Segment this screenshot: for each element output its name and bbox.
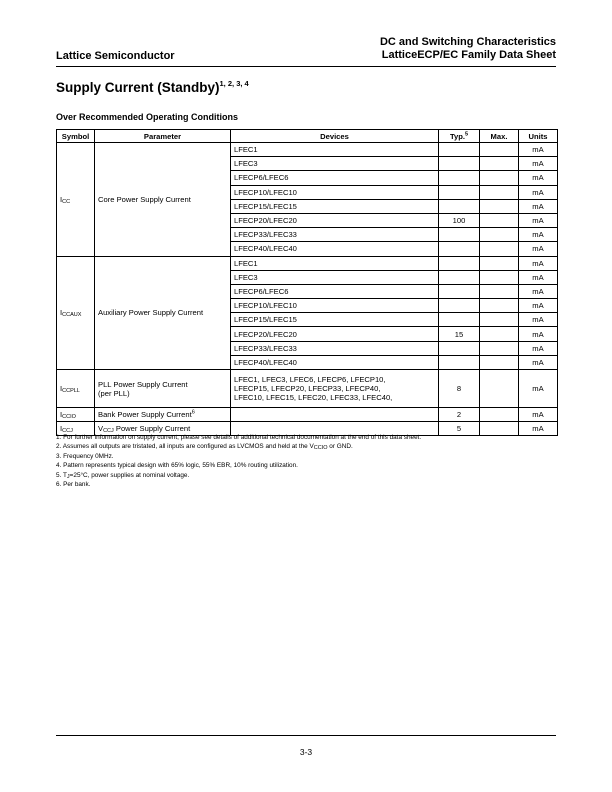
- typ-cell: [439, 284, 480, 298]
- typ-cell: [439, 157, 480, 171]
- footnote-3: 3. Frequency 0MHz.: [56, 452, 114, 460]
- typ-cell: [439, 185, 480, 199]
- typ-cell: [439, 171, 480, 185]
- table-row: [57, 143, 558, 157]
- typ-cell: 15: [439, 327, 480, 341]
- footnote-5: 5. $T_J=25^\circ C$, power supplies at nominal voltage.: [56, 471, 190, 480]
- units-cell: mA: [519, 284, 558, 298]
- devices-cell: LFEC1: [231, 256, 439, 270]
- footnote-4: 4. Pattern represents typical design with 65% logic, 55% EBR, 10% routing utilization.: [56, 462, 298, 470]
- devices-cell: LFEC1, LFEC3, LFEC6, LFECP6, LFECP10, LFECP15, LFECP20, LFECP33, LFECP40, LFEC10, LFEC15, LFEC20, LFEC33, LFEC40,: [231, 370, 439, 408]
- header-symbol: Symbol: [57, 130, 95, 143]
- units-cell: mA: [519, 327, 558, 341]
- max-cell: [480, 242, 519, 256]
- max-cell: [480, 157, 519, 171]
- units-cell: mA: [519, 256, 558, 270]
- units-cell: mA: [519, 157, 558, 171]
- running-header: [380, 36, 556, 62]
- typ-cell: [439, 256, 480, 270]
- symbol-cell: $I_{CCPLL}$: [57, 370, 95, 408]
- max-cell: [480, 256, 519, 270]
- parameter-cell: PLL Power Supply Current (per PLL): [95, 370, 231, 408]
- table-row: [57, 256, 558, 270]
- footnote-1: 1. For further information on supply current, please see details of additional technical documentation at the end of this data sheet.: [56, 434, 422, 441]
- typ-cell: [439, 313, 480, 327]
- typ-cell: 2: [439, 408, 480, 422]
- units-cell: mA: [519, 228, 558, 242]
- devices-cell: LFECP6/LFEC6: [231, 284, 439, 298]
- units-cell: mA: [519, 270, 558, 284]
- header-typ: Typ.$^5$: [439, 130, 480, 143]
- max-cell: [480, 370, 519, 408]
- units-cell: mA: [519, 299, 558, 313]
- devices-cell: LFEC3: [231, 270, 439, 284]
- units-cell: mA: [519, 341, 558, 355]
- max-cell: [480, 199, 519, 213]
- header-units: Units: [519, 130, 558, 143]
- title-footnote-refs: 1, 2, 3, 4: [219, 78, 249, 88]
- section-title: DC and Switching Characteristics: [379, 36, 556, 48]
- footnote-2: 2. Assumes all outputs are tristated, all inputs are configured as LVCMOS and held at the $V_{CCIO}$ or GND.: [56, 443, 353, 452]
- devices-cell: LFECP20/LFEC20: [231, 213, 439, 227]
- units-cell: mA: [519, 313, 558, 327]
- devices-cell: LFECP33/LFEC33: [231, 228, 439, 242]
- max-cell: [480, 171, 519, 185]
- devices-cell: LFECP20/LFEC20: [231, 327, 439, 341]
- max-cell: [480, 408, 519, 422]
- devices-cell: LFECP10/LFEC10: [231, 185, 439, 199]
- header-parameter: Parameter: [95, 130, 231, 143]
- typ-cell: [439, 270, 480, 284]
- typ-cell: 5: [439, 422, 480, 436]
- typ-cell: [439, 299, 480, 313]
- typ-cell: [439, 341, 480, 355]
- devices-cell: LFEC1: [231, 143, 439, 157]
- typ-cell: [439, 355, 480, 369]
- document-title: LatticeECP/EC Family Data Sheet: [381, 49, 556, 61]
- max-cell: [480, 341, 519, 355]
- symbol-cell: $I_{CCJ}$: [57, 422, 95, 436]
- devices-cell: [231, 408, 439, 422]
- symbol-cell: $I_{CC}$: [57, 143, 95, 257]
- units-cell: mA: [519, 199, 558, 213]
- footnotes: [56, 433, 421, 489]
- units-cell: mA: [519, 143, 558, 157]
- max-cell: [480, 299, 519, 313]
- typ-cell: 100: [439, 213, 480, 227]
- footnote-6: 6. Per bank.: [56, 481, 91, 489]
- max-cell: [480, 355, 519, 369]
- units-cell: mA: [519, 242, 558, 256]
- devices-cell: LFECP40/LFEC40: [231, 242, 439, 256]
- max-cell: [480, 185, 519, 199]
- parameter-cell: $V_{CCJ}$ Power Supply Current: [95, 422, 231, 436]
- devices-cell: LFEC3: [231, 157, 439, 171]
- max-cell: [480, 270, 519, 284]
- header-max: Max.: [480, 130, 519, 143]
- typ-cell: 8: [439, 370, 480, 408]
- units-cell: mA: [519, 422, 558, 436]
- max-cell: [480, 284, 519, 298]
- page-number: 3-3: [299, 747, 313, 757]
- footer-rule: [56, 735, 556, 736]
- table-row: [57, 370, 558, 408]
- devices-cell: LFECP10/LFEC10: [231, 299, 439, 313]
- devices-cell: LFECP6/LFEC6: [231, 171, 439, 185]
- typ-cell: [439, 143, 480, 157]
- supply-current-table: [56, 129, 558, 436]
- devices-cell: LFECP15/LFEC15: [231, 313, 439, 327]
- parameter-cell: Auxiliary Power Supply Current: [95, 256, 231, 370]
- units-cell: mA: [519, 370, 558, 408]
- title-text: Supply Current (Standby): [56, 80, 220, 95]
- units-cell: mA: [519, 355, 558, 369]
- units-cell: mA: [519, 185, 558, 199]
- header-devices: Devices: [231, 130, 439, 143]
- symbol-cell: $I_{CCAUX}$: [57, 256, 95, 370]
- units-cell: mA: [519, 408, 558, 422]
- table-header-row: [57, 130, 558, 143]
- units-cell: mA: [519, 213, 558, 227]
- units-cell: mA: [519, 171, 558, 185]
- max-cell: [480, 143, 519, 157]
- company-name: Lattice Semiconductor: [56, 50, 175, 62]
- parameter-cell: Core Power Supply Current: [95, 143, 231, 257]
- parameter-cell: Bank Power Supply Current$^6$: [95, 408, 231, 422]
- max-cell: [480, 327, 519, 341]
- typ-cell: [439, 199, 480, 213]
- max-cell: [480, 313, 519, 327]
- max-cell: [480, 213, 519, 227]
- table-caption: Over Recommended Operating Conditions: [56, 112, 239, 122]
- table-row: [57, 408, 558, 422]
- max-cell: [480, 422, 519, 436]
- header-rule: [56, 66, 556, 67]
- max-cell: [480, 228, 519, 242]
- devices-cell: LFECP15/LFEC15: [231, 199, 439, 213]
- devices-cell: LFECP40/LFEC40: [231, 355, 439, 369]
- page-title: [56, 80, 249, 95]
- devices-cell: LFECP33/LFEC33: [231, 341, 439, 355]
- typ-cell: [439, 228, 480, 242]
- symbol-cell: $I_{CCIO}$: [57, 408, 95, 422]
- typ-cell: [439, 242, 480, 256]
